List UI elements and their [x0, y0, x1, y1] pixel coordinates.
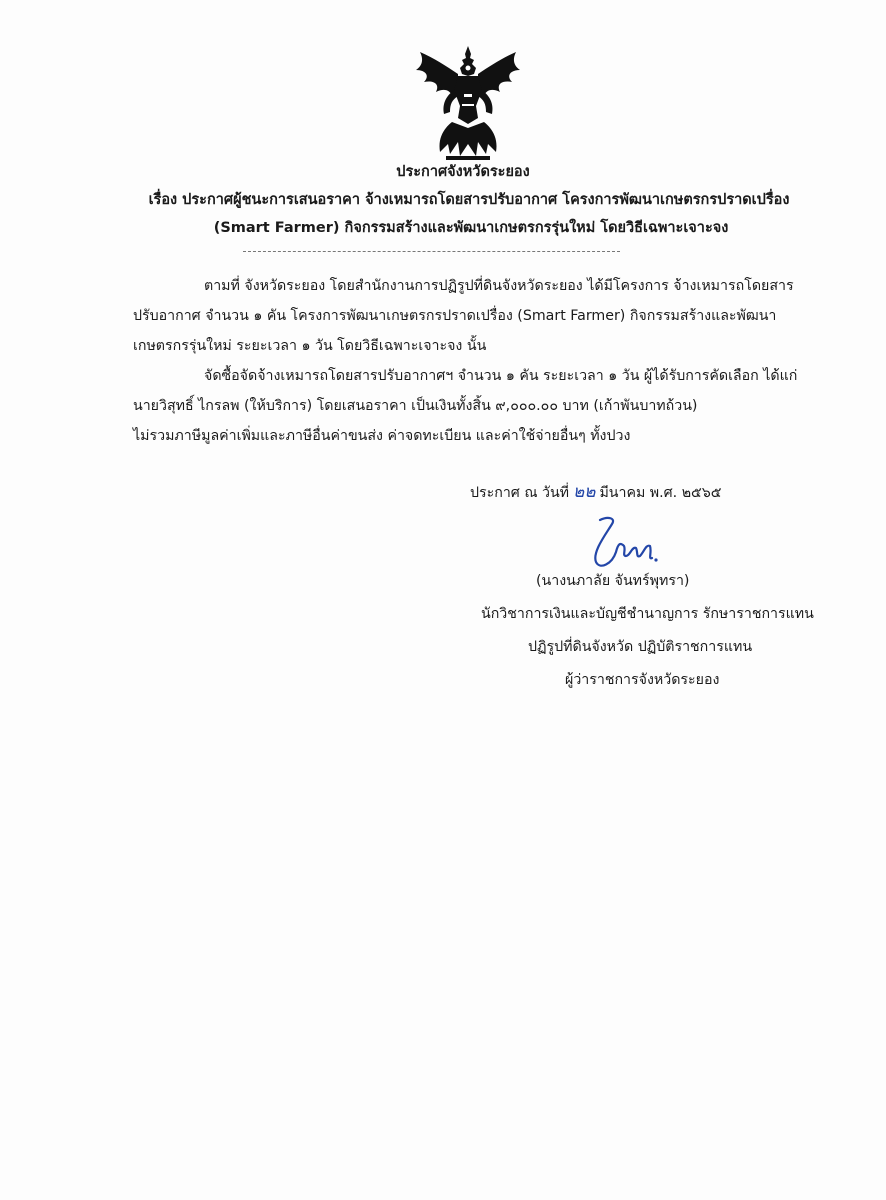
body-line-3: เกษตรกรรุ่นใหม่ ระยะเวลา ๑ วัน โดยวิธีเฉพาะเจาะจง นั้น [133, 338, 487, 354]
body-line-5: นายวิสุทธิ์ ไกรลพ (ให้บริการ) โดยเสนอราคา เป็นเงินทั้งสิ้น ๙,๐๐๐.๐๐ บาท (เก้าพันบาทถ้วน) [133, 398, 698, 414]
document-title: ประกาศจังหวัดระยอง [396, 164, 530, 180]
signatory-position-2: ปฏิรูปที่ดินจังหวัด ปฏิบัติราชการแทน [528, 639, 753, 655]
signatory-position-1: นักวิชาการเงินและบัญชีชำนาญการ รักษาราชการแทน [481, 606, 814, 622]
signature-image [586, 512, 666, 572]
announcement-date [470, 482, 722, 503]
body-line-1: ตามที่ จังหวัดระยอง โดยสำนักงานการปฏิรูปที่ดินจังหวัดระยอง ได้มีโครงการ จ้างเหมารถโดยสาร [204, 278, 794, 294]
signatory-name: (นางนภาลัย จันทร์พุทรา) [536, 573, 690, 589]
body-line-6: ไม่รวมภาษีมูลค่าเพิ่มและภาษีอื่นค่าขนส่ง ค่าจดทะเบียน และค่าใช้จ่ายอื่นๆ ทั้งปวง [133, 428, 631, 444]
body-line-2: ปรับอากาศ จำนวน ๑ คัน โครงการพัฒนาเกษตรกรปราดเปรื่อง (Smart Farmer) กิจกรรมสร้างและพัฒนา [133, 308, 777, 324]
date-month-year: มีนาคม พ.ศ. ๒๕๖๕ [599, 485, 722, 501]
garuda-emblem [412, 44, 524, 164]
subject-line-2: (Smart Farmer) กิจกรรมสร้างและพัฒนาเกษตรกรรุ่นใหม่ โดยวิธีเฉพาะเจาะจง [213, 220, 729, 236]
date-prefix: ประกาศ ณ วันที่ [470, 485, 570, 501]
signatory-position-3: ผู้ว่าราชการจังหวัดระยอง [565, 672, 720, 688]
separator-line [243, 251, 620, 252]
body-line-4: จัดซื้อจัดจ้างเหมารถโดยสารปรับอากาศฯ จำนวน ๑ คัน ระยะเวลา ๑ วัน ผู้ได้รับการคัดเลือก ได้แก่ [204, 368, 798, 384]
subject-line-1: เรื่อง ประกาศผู้ชนะการเสนอราคา จ้างเหมารถโดยสารปรับอากาศ โครงการพัฒนาเกษตรกรปราดเปรื่อง [148, 192, 790, 208]
handwritten-day: ๒๒ [573, 482, 596, 502]
